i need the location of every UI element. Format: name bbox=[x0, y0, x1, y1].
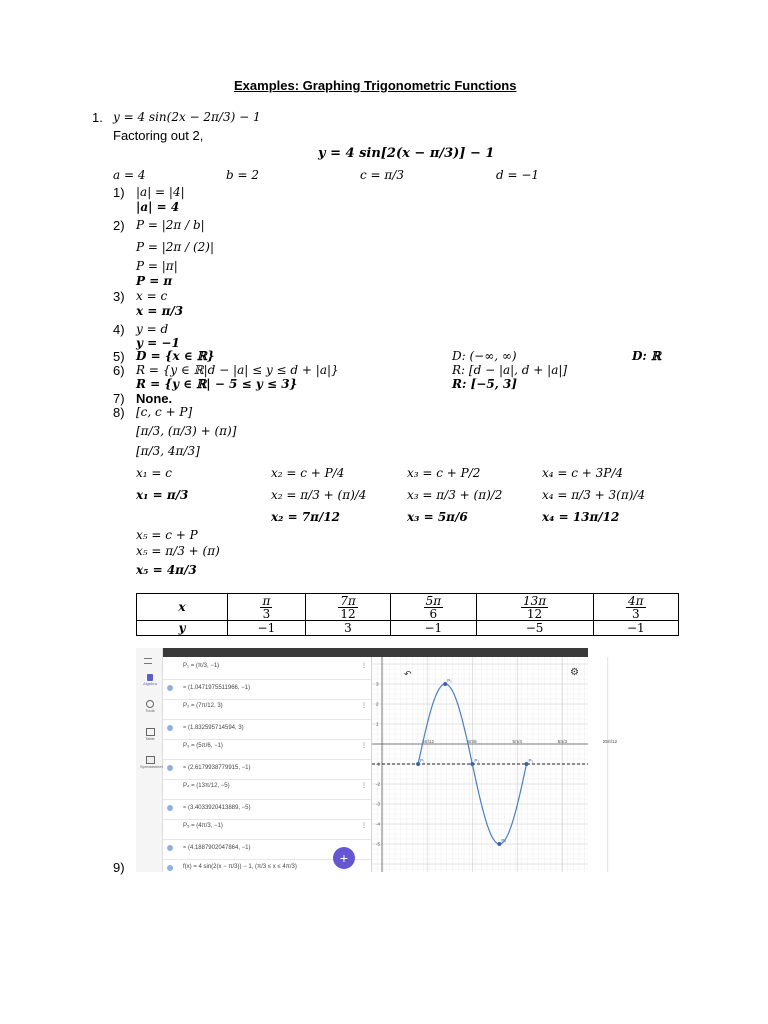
settings-icon[interactable]: ⚙ bbox=[570, 667, 579, 678]
sidebar-item-algebra[interactable] bbox=[140, 674, 160, 686]
x5-line-1: x₅ = c + P bbox=[136, 528, 198, 542]
problem-equation: y = 4 sin(2x − 2π/3) − 1 bbox=[113, 110, 261, 124]
point-value: ≈ (1.0471975511966, −1) bbox=[183, 685, 251, 691]
graphics-view[interactable] bbox=[372, 657, 618, 872]
step-3-line-2: x = π/3 bbox=[136, 304, 184, 318]
point-label: P₁ bbox=[420, 758, 425, 763]
x3-line-1: x₃ = c + P/2 bbox=[407, 466, 481, 480]
frac-denominator: 12 bbox=[526, 606, 543, 621]
point-label: P₂ bbox=[447, 678, 452, 683]
sidebar-item-label: Tools bbox=[145, 708, 155, 713]
step-5-right: D: ℝ bbox=[632, 349, 661, 363]
step-5-mid: D: (−∞, ∞) bbox=[452, 349, 517, 363]
x5-line-3: x₅ = 4π/3 bbox=[136, 563, 197, 577]
geogebra-screenshot bbox=[136, 648, 618, 872]
more-icon[interactable]: ⋮ bbox=[361, 663, 367, 669]
param-a: a = 4 bbox=[113, 168, 146, 182]
table-cell: −1 bbox=[593, 621, 678, 636]
param-b: b = 2 bbox=[226, 168, 259, 182]
param-c: c = π/3 bbox=[360, 168, 404, 182]
table-row-x bbox=[137, 594, 679, 621]
step-4-label: 4) bbox=[113, 322, 125, 337]
more-icon[interactable]: ⋮ bbox=[361, 743, 367, 749]
list-item bbox=[163, 679, 371, 700]
step-6-mid-1: R: [d − |a|, d + |a|] bbox=[452, 363, 568, 377]
sidebar-item-table[interactable] bbox=[140, 728, 160, 741]
x3-line-3: x₃ = 5π/6 bbox=[407, 510, 468, 524]
step-5-line-1: D = {x ∈ ℝ} bbox=[136, 349, 215, 363]
frac-denominator: 3 bbox=[262, 606, 271, 621]
x2-line-2: x₂ = π/3 + (π)/4 bbox=[271, 488, 367, 502]
point-definition[interactable]: P₁ = (π/3, −1) bbox=[183, 663, 220, 669]
more-icon[interactable]: ⋮ bbox=[361, 783, 367, 789]
step-4-line-1: y = d bbox=[136, 322, 169, 336]
list-item[interactable] bbox=[163, 779, 371, 800]
step-2-line-3: P = |π| bbox=[136, 259, 178, 273]
table-cell: 3 bbox=[305, 621, 390, 636]
step-8-label: 8) bbox=[113, 405, 125, 420]
param-d: d = −1 bbox=[496, 168, 540, 182]
step-2-line-1: P = |2π / b| bbox=[136, 218, 205, 232]
step-7-label: 7) bbox=[113, 391, 125, 406]
more-icon[interactable]: ⋮ bbox=[361, 703, 367, 709]
sidebar-item-tools[interactable] bbox=[140, 700, 160, 713]
frac-denominator: 6 bbox=[429, 606, 438, 621]
y-tick-label: 3 bbox=[376, 681, 379, 687]
step-6-label: 6) bbox=[113, 363, 125, 378]
list-item bbox=[163, 759, 371, 780]
point-definition[interactable]: P₅ = (4π/3, −1) bbox=[183, 823, 223, 829]
table-header-x: x bbox=[137, 594, 228, 621]
point-value: ≈ (3.4033920413889, −5) bbox=[183, 805, 251, 811]
x3-line-2: x₃ = π/3 + (π)/2 bbox=[407, 488, 503, 502]
step-9-label: 9) bbox=[113, 860, 125, 875]
frac-numerator: π bbox=[262, 593, 271, 608]
step-6-line-1: R = {y ∈ ℝ|d − |a| ≤ y ≤ d + |a|} bbox=[136, 363, 339, 377]
frac-denominator: 3 bbox=[631, 606, 640, 621]
table-cell bbox=[391, 594, 476, 621]
y-tick-label: -2 bbox=[376, 781, 381, 787]
list-item bbox=[163, 799, 371, 820]
table-header-y: y bbox=[137, 621, 228, 636]
y-tick-label: -1 bbox=[376, 761, 381, 767]
x2-line-1: x₂ = c + P/4 bbox=[271, 466, 345, 480]
step-6-line-2: R = {y ∈ ℝ| − 5 ≤ y ≤ 3} bbox=[136, 377, 298, 391]
algebra-panel bbox=[163, 657, 372, 872]
factoring-text: Factoring out 2, bbox=[113, 128, 204, 143]
x-tick-label: 5π/12 bbox=[422, 739, 435, 744]
table-cell bbox=[305, 594, 390, 621]
step-3-label: 3) bbox=[113, 289, 125, 304]
sidebar-item-spreadsheet[interactable] bbox=[140, 756, 163, 769]
table-icon bbox=[146, 728, 155, 736]
point-label: P₃ bbox=[474, 758, 480, 763]
table-cell bbox=[593, 594, 678, 621]
y-tick-label: -3 bbox=[376, 801, 381, 807]
step-5-label: 5) bbox=[113, 349, 125, 364]
problem-number: 1. bbox=[92, 110, 103, 125]
x5-line-2: x₅ = π/3 + (π) bbox=[136, 544, 220, 558]
page-title: Examples: Graphing Trigonometric Functions bbox=[234, 78, 517, 93]
step-2-line-4: P = π bbox=[136, 274, 173, 288]
step-2-line-2: P = |2π / (2)| bbox=[136, 240, 215, 254]
x-tick-label: 25π/12 bbox=[602, 739, 618, 744]
step-8-line-3: [π/3, 4π/3] bbox=[136, 444, 200, 458]
more-icon[interactable]: ⋮ bbox=[361, 823, 367, 829]
step-7-line-1: None. bbox=[136, 391, 173, 406]
table-cell bbox=[476, 594, 593, 621]
graph-svg[interactable] bbox=[372, 657, 618, 872]
visibility-toggle-icon[interactable] bbox=[167, 805, 173, 811]
point-value: ≈ (4.1887902047864, −1) bbox=[183, 845, 251, 851]
point-definition[interactable]: P₃ = (5π/6, −1) bbox=[183, 743, 223, 749]
step-6-mid-2: R: [−5, 3] bbox=[452, 377, 518, 391]
list-item[interactable] bbox=[163, 659, 371, 680]
x-tick-label: 5π/3 bbox=[557, 739, 568, 744]
table-cell: −1 bbox=[228, 621, 306, 636]
algebra-icon bbox=[147, 674, 153, 681]
point-value: ≈ (2.6179938779915, −1) bbox=[183, 765, 251, 771]
factored-equation: y = 4 sin[2(x − π/3)] − 1 bbox=[318, 146, 495, 161]
table-row-y bbox=[137, 621, 679, 636]
status-bar bbox=[136, 648, 588, 657]
y-tick-label: -5 bbox=[376, 841, 381, 847]
step-1-label: 1) bbox=[113, 185, 125, 200]
x-tick-label: 5π/4 bbox=[512, 739, 522, 744]
point-label: P₄ bbox=[501, 838, 507, 843]
y-tick-label: 1 bbox=[376, 721, 379, 727]
x2-line-3: x₂ = 7π/12 bbox=[271, 510, 341, 524]
x-tick-label: 5π/6 bbox=[467, 739, 477, 744]
frac-numerator: 5π bbox=[425, 593, 442, 608]
visibility-toggle-icon[interactable] bbox=[167, 845, 173, 851]
step-1-line-1: |a| = |4| bbox=[136, 185, 185, 199]
add-button[interactable]: + bbox=[333, 847, 355, 869]
frac-numerator: 13π bbox=[522, 593, 547, 608]
step-1-line-2: |a| = 4 bbox=[136, 200, 180, 214]
step-8-line-2: [π/3, (π/3) + (π)] bbox=[136, 424, 237, 438]
step-2-label: 2) bbox=[113, 218, 125, 233]
point-definition[interactable]: P₂ = (7π/12, 3) bbox=[183, 703, 223, 709]
frac-numerator: 4π bbox=[628, 593, 644, 608]
sidebar-item-label: Algebra bbox=[143, 681, 157, 686]
list-item bbox=[163, 719, 371, 740]
x4-line-1: x₄ = c + 3P/4 bbox=[542, 466, 624, 480]
visibility-toggle-icon[interactable] bbox=[167, 685, 173, 691]
step-8-line-1: [c, c + P] bbox=[136, 405, 193, 419]
x1-line-1: x₁ = c bbox=[136, 466, 172, 480]
x4-line-3: x₄ = 13π/12 bbox=[542, 510, 620, 524]
x1-line-2: x₁ = π/3 bbox=[136, 488, 189, 502]
sidebar-item-label: Spreadsheet bbox=[140, 764, 163, 769]
list-item[interactable] bbox=[163, 699, 371, 720]
spreadsheet-icon bbox=[146, 756, 155, 764]
undo-icon[interactable]: ↶ bbox=[404, 669, 412, 679]
values-table bbox=[136, 593, 679, 636]
sidebar-item-label: Table bbox=[145, 736, 155, 741]
function-definition[interactable]: f(x) = 4 sin(2(x − π/3)) − 1, (π/3 ≤ x ≤ 4π/3) bbox=[183, 864, 297, 870]
step-4-line-2: y = −1 bbox=[136, 336, 180, 350]
point-definition[interactable]: P₄ = (13π/12, −5) bbox=[183, 783, 230, 789]
frac-denominator: 12 bbox=[340, 606, 356, 621]
point-value: ≈ (1.832595714594, 3) bbox=[183, 725, 244, 731]
table-cell bbox=[228, 594, 306, 621]
x4-line-2: x₄ = π/3 + 3(π)/4 bbox=[542, 488, 646, 502]
table-cell: −5 bbox=[476, 621, 593, 636]
list-item[interactable] bbox=[163, 739, 371, 760]
point-label: P₅ bbox=[528, 758, 534, 763]
tools-icon bbox=[146, 700, 154, 708]
menu-icon[interactable] bbox=[144, 658, 152, 664]
visibility-toggle-icon[interactable] bbox=[167, 765, 173, 771]
step-3-line-1: x = c bbox=[136, 289, 168, 303]
y-tick-label: 2 bbox=[376, 701, 379, 707]
visibility-toggle-icon[interactable] bbox=[167, 725, 173, 731]
tool-sidebar bbox=[136, 648, 163, 872]
y-tick-label: -4 bbox=[376, 821, 381, 827]
list-item[interactable] bbox=[163, 819, 371, 840]
visibility-toggle-icon[interactable] bbox=[167, 865, 173, 871]
table-cell: −1 bbox=[391, 621, 476, 636]
frac-numerator: 7π bbox=[340, 593, 356, 608]
